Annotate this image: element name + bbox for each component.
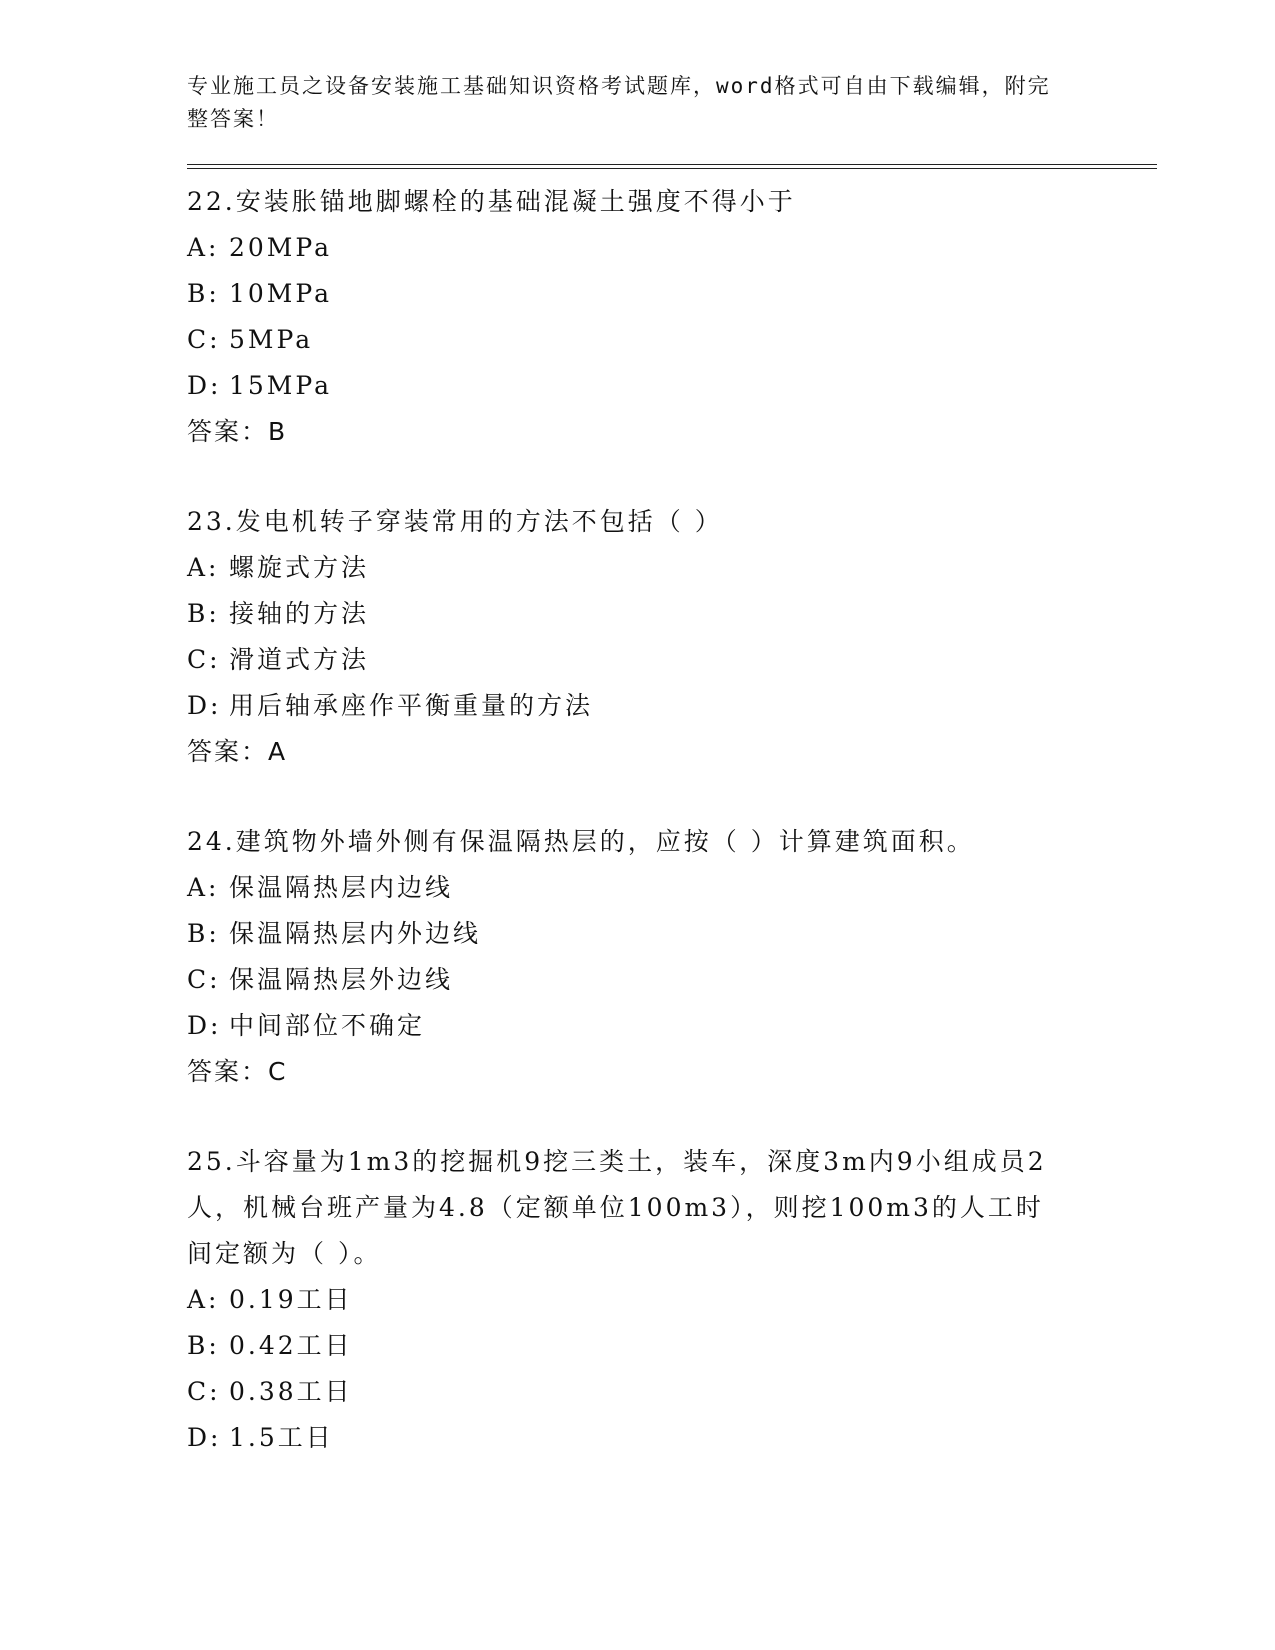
option-text: 10MPa: [229, 279, 333, 308]
option-c: [187, 1369, 1147, 1415]
option-letter: A:: [187, 553, 220, 582]
option-a: [187, 545, 1147, 591]
option-text: 0.42工日: [229, 1331, 353, 1360]
document-header: 专业施工员之设备安装施工基础知识资格考试题库，word格式可自由下载编辑，附完整答案！: [187, 74, 1051, 131]
option-c: [187, 957, 1147, 1003]
option-d: [187, 363, 1147, 409]
answer-line: 答案：A: [187, 737, 288, 766]
option-b: [187, 911, 1147, 957]
option-text: 螺旋式方法: [229, 553, 370, 582]
option-text: 保温隔热层外边线: [229, 965, 454, 994]
option-letter: B:: [187, 279, 220, 308]
option-letter: D:: [187, 1423, 222, 1452]
option-d: [187, 683, 1147, 729]
question-block: [187, 499, 1147, 775]
option-text: 中间部位不确定: [229, 1011, 426, 1040]
option-letter: C:: [187, 1377, 221, 1406]
option-text: 0.38工日: [229, 1377, 353, 1406]
option-c: [187, 637, 1147, 683]
question-stem: 24.建筑物外墙外侧有保温隔热层的，应按（ ）计算建筑面积。: [187, 827, 975, 856]
option-text: 用后轴承座作平衡重量的方法: [229, 691, 594, 720]
answer-line: 答案：B: [187, 417, 288, 446]
option-letter: C:: [187, 325, 221, 354]
option-text: 15MPa: [229, 371, 333, 400]
option-a: [187, 225, 1147, 271]
option-text: 接轴的方法: [229, 599, 370, 628]
option-text: 保温隔热层内外边线: [229, 919, 482, 948]
question-block: [187, 179, 1147, 455]
option-letter: C:: [187, 645, 221, 674]
header-divider: [187, 164, 1157, 169]
option-c: [187, 317, 1147, 363]
question-stem: 23.发电机转子穿装常用的方法不包括（ ）: [187, 507, 723, 536]
option-letter: A:: [187, 1285, 220, 1314]
option-letter: B:: [187, 1331, 220, 1360]
option-text: 5MPa: [229, 325, 314, 354]
option-letter: D:: [187, 371, 222, 400]
option-letter: D:: [187, 1011, 222, 1040]
option-d: [187, 1003, 1147, 1049]
question-block: [187, 1139, 1147, 1461]
option-b: [187, 1323, 1147, 1369]
question-stem: 25.斗容量为1m3的挖掘机9挖三类土，装车，深度3m内9小组成员2人，机械台班产量为4.8（定额单位100m3），则挖100m3的人工时间定额为（ ）。: [187, 1147, 1047, 1268]
question-block: [187, 819, 1147, 1095]
option-text: 滑道式方法: [229, 645, 370, 674]
answer-line: 答案：C: [187, 1057, 288, 1086]
document-page: [187, 70, 1147, 1461]
option-letter: B:: [187, 919, 220, 948]
option-letter: A:: [187, 233, 220, 262]
option-text: 1.5工日: [229, 1423, 334, 1452]
option-d: [187, 1415, 1147, 1461]
option-text: 0.19工日: [229, 1285, 353, 1314]
option-letter: B:: [187, 599, 220, 628]
option-text: 保温隔热层内边线: [229, 873, 454, 902]
option-a: [187, 865, 1147, 911]
option-letter: D:: [187, 691, 222, 720]
option-text: 20MPa: [229, 233, 333, 262]
option-letter: C:: [187, 965, 221, 994]
option-a: [187, 1277, 1147, 1323]
question-stem: 22.安装胀锚地脚螺栓的基础混凝土强度不得小于: [187, 187, 796, 216]
option-b: [187, 591, 1147, 637]
option-b: [187, 271, 1147, 317]
option-letter: A:: [187, 873, 220, 902]
